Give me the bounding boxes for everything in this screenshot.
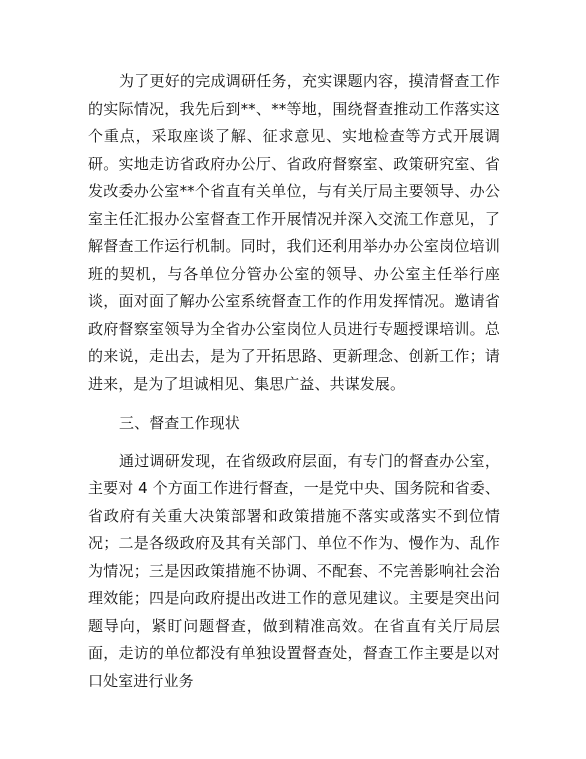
document-body	[88, 68, 500, 695]
section-heading-supervision-status: 三、督查工作现状	[119, 414, 240, 432]
paragraph-research-methods: 为了更好的完成调研任务，充实课题内容，摸清督查工作的实际情况，我先后到**、**等地，围绕督查推动工作落实这个重点，采取座谈了解、征求意见、实地检查等方式开展调研。实地走访省政府办公厅、省政府督察室、政策研究室、省发改委办公室**个省直有关单位，与有关厅局主要领导、办公室主任汇报办公室督查工作开展情况并深入交流工作意见，了解督查工作运行机制。同时，我们还利用举办办公室岗位培训班的契机，与各单位分管办公室的领导、办公室主任举行座谈，面对面了解办公室系统督查工作的作用发挥情况。邀请省政府督察室领导为全省办公室岗位人员进行专题授课培训。总的来说，走出去，是为了开拓思路、更新理念、创新工作；请进来，是为了坦诚相见、集思广益、共谋发展。	[88, 72, 500, 393]
paragraph-supervision-findings: 通过调研发现，在省级政府层面，有专门的督查办公室，主要对 4 个方面工作进行督查，一是党中央、国务院和省委、省政府有关重大决策部署和政策措施不落实或落实不到位情况；二是各级政府及其有关部门、单位不作为、慢作为、乱作为情况；三是因政策措施不协调、不配套、不完善影响社会治理效能；四是向政府提出改进工作的意见建议。主要是突出问题导向，紧盯问题督查，做到精准高效。在省直有关厅局层面，走访的单位都没有单独设置督查处，督查工作主要是以对口处室进行业务	[88, 451, 500, 690]
